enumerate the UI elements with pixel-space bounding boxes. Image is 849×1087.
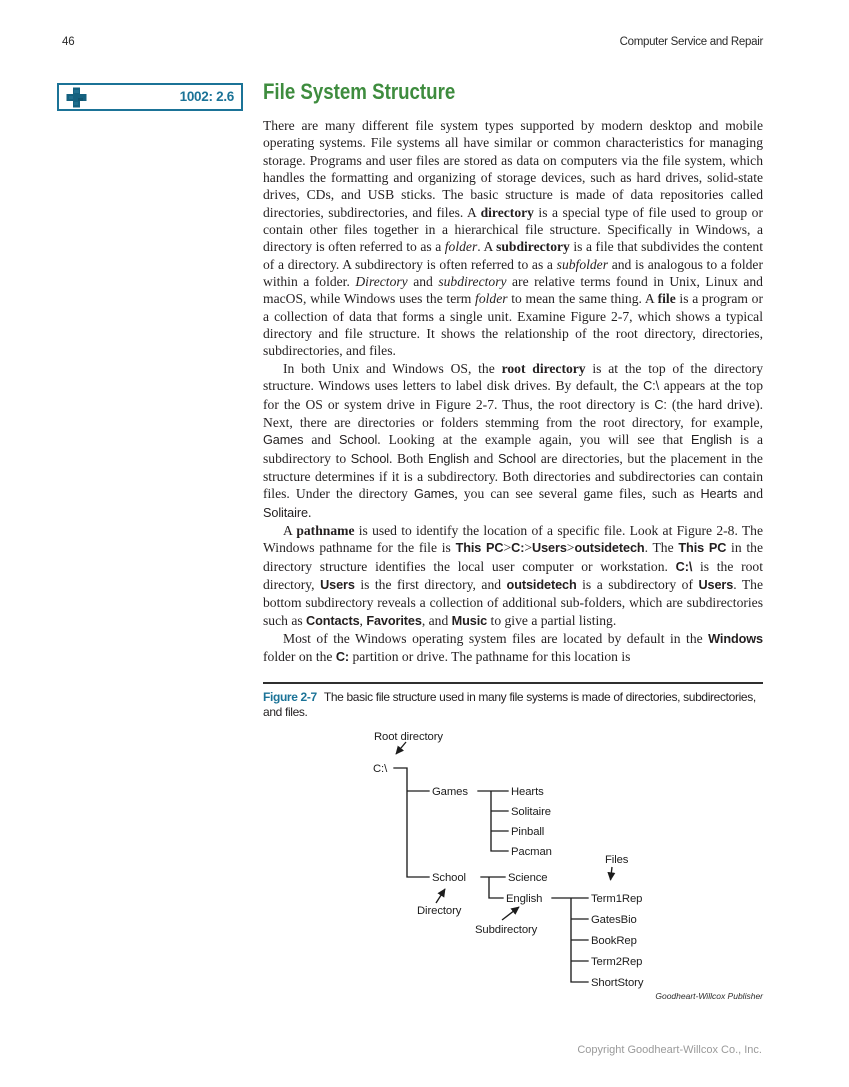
files-arrow — [611, 867, 613, 880]
page-number: 46 — [62, 36, 75, 48]
text-segment: > — [503, 540, 512, 556]
text-segment: and — [407, 274, 439, 290]
node-bookrep: BookRep — [591, 935, 637, 947]
text-segment: file — [657, 291, 676, 307]
annotation-root-directory: Root directory — [374, 731, 443, 743]
text-segment: is the root directory, — [263, 558, 763, 592]
text-segment: are relative terms found in Unix, Linux and macOS, while Windows uses the term — [263, 274, 763, 307]
text-segment: subdirectory — [438, 274, 507, 290]
node-solitaire: Solitaire — [511, 806, 551, 818]
text-segment: School — [350, 451, 389, 466]
node-hearts: Hearts — [511, 786, 544, 798]
text-segment: subfolder — [556, 256, 609, 272]
text-segment: to give a partial listing. — [487, 612, 617, 628]
paragraph — [263, 360, 763, 522]
root-directory-arrow — [396, 742, 406, 754]
text-segment: outsidetech — [506, 577, 577, 592]
text-segment: to mean the same thing. A — [507, 291, 658, 307]
text-segment: Most of the Windows operating system files are located by default in the — [283, 630, 709, 646]
text-segment: . The bottom subdirectory reveals a collection of additional sub-folders, which are subdirectories such as — [263, 576, 764, 628]
text-segment: folder — [444, 239, 478, 255]
text-segment: folder on the — [263, 649, 336, 665]
text-segment: A — [283, 522, 297, 538]
text-segment: is a special type of file used to group or contain other files together in a hierarchical file structure. Specifically in Windows, a directory is often referred to as a — [263, 204, 764, 255]
text-segment: C:\ — [675, 559, 693, 574]
text-segment: C: — [654, 397, 667, 412]
figure-divider-rule — [263, 682, 763, 684]
annotation-files: Files — [605, 854, 629, 866]
node-games: Games — [432, 786, 468, 798]
figure-caption — [263, 690, 763, 720]
text-segment: directory — [480, 204, 534, 220]
paragraph — [263, 630, 763, 667]
text-segment: is the first directory, and — [354, 576, 507, 592]
text-segment: Contacts — [306, 613, 360, 628]
text-segment: > — [524, 540, 533, 556]
text-segment: There are many different file system types supported by modern desktop and mobile operating systems. File systems all have similar or common characteristics for managing storage. Programs and user files are stored as data on computers via the file system, which handles the formatting and organizing of storage devices, such as hard drives, solid-state drives, CDs, and USB sticks. The basic structure is made of data repositories called directories, subdirectories, and files. A — [263, 118, 763, 220]
text-segment: Games — [413, 487, 455, 502]
node-english: English — [506, 893, 543, 905]
text-segment: pathname — [296, 522, 355, 538]
node-school: School — [432, 872, 466, 884]
figure-caption-text: The basic file structure used in many file systems is made of directories, subdirectories, and files. — [263, 690, 756, 719]
text-segment: English — [428, 451, 470, 466]
text-segment: , you can see several game files, such as — [454, 486, 701, 502]
paragraph — [263, 522, 763, 630]
node-root: C:\ — [373, 763, 388, 775]
text-segment: is a program or a collection of data that forms a single unit. Examine Figure 2-7, which shows a typical directory and file structure. It shows the relationship of the root directory, directories, subdirectories, and files. — [263, 291, 763, 359]
text-segment: and is analogous to a folder within a folder. — [263, 256, 763, 290]
article-body — [263, 117, 763, 667]
node-pacman: Pacman — [511, 846, 552, 858]
text-segment: Users — [320, 577, 355, 592]
text-segment: , and — [421, 612, 452, 628]
text-segment: and — [303, 432, 339, 448]
text-segment: English — [691, 433, 732, 448]
text-segment: is used to identify the location of a specific file. Look at Figure 2-8. The Windows pathname for the file is — [263, 522, 763, 556]
text-segment: C: — [335, 650, 350, 665]
text-segment: Hearts — [700, 487, 738, 502]
a-plus-cert-icon — [65, 86, 88, 109]
text-segment: and — [469, 450, 498, 466]
tree-lines — [394, 768, 588, 982]
text-segment: is a file that subdivides the content of a directory. A subdirectory is often referred to as a — [263, 239, 763, 272]
text-segment: . — [307, 504, 312, 520]
text-segment: is a subdirectory of — [576, 576, 699, 592]
text-segment: . A — [477, 239, 497, 255]
directory-tree-diagram — [340, 726, 780, 1006]
running-header-title: Computer Service and Repair — [619, 36, 763, 48]
directory-arrow — [436, 889, 445, 903]
paragraph — [263, 117, 763, 360]
node-science: Science — [508, 872, 548, 884]
text-segment: is a subdirectory to — [263, 432, 763, 466]
text-segment: This PC — [678, 541, 727, 556]
subdirectory-arrow — [502, 907, 519, 920]
text-segment: outsidetech — [574, 541, 645, 556]
text-segment: In both Unix and Windows OS, the — [283, 360, 502, 376]
figure-label: Figure 2-7 — [263, 690, 317, 704]
text-segment: is at the top of the directory structure. Windows uses letters to label disk drives. By default, the — [263, 360, 764, 394]
text-segment: Games — [263, 433, 304, 448]
node-pinball: Pinball — [511, 826, 545, 838]
node-term2rep: Term2Rep — [591, 956, 643, 968]
text-segment: Directory — [355, 274, 408, 290]
section-heading: File System Structure — [263, 79, 456, 104]
text-segment: , — [359, 612, 367, 628]
text-segment: C:\ — [643, 379, 660, 394]
text-segment: folder — [475, 291, 508, 307]
text-segment: This PC — [455, 541, 504, 556]
text-segment: . The — [644, 540, 679, 556]
text-segment: C: — [511, 541, 525, 556]
text-segment: . Looking at the example again, you will see that — [377, 432, 692, 448]
node-gatesbio: GatesBio — [591, 914, 637, 926]
text-segment: Music — [451, 613, 488, 628]
node-shortstory: ShortStory — [591, 977, 644, 989]
text-segment: (the hard drive). Next, there are directories or folders stemming from the root directory, for example, — [263, 396, 763, 430]
page-copyright: Copyright Goodheart-Willcox Co., Inc. — [577, 1044, 762, 1056]
text-segment: in the directory structure identifies the local user computer or workstation. — [263, 540, 763, 574]
text-segment: School — [497, 451, 537, 466]
text-segment: > — [566, 540, 575, 556]
annotation-directory: Directory — [417, 905, 462, 917]
text-segment: School — [339, 433, 378, 448]
figure-attribution: Goodheart-Willcox Publisher — [655, 991, 763, 1001]
text-segment: root directory — [501, 360, 586, 376]
text-segment: Users — [532, 541, 567, 556]
text-segment: Favorites — [366, 613, 422, 628]
annotation-subdirectory: Subdirectory — [475, 924, 538, 936]
objective-code: 1002: 2.6 — [179, 89, 234, 105]
text-segment: subdirectory — [496, 239, 570, 255]
text-segment: Users — [698, 577, 734, 592]
text-segment: partition or drive. The pathname for this location is — [349, 649, 631, 665]
text-segment: are directories, but the placement in the structure determines if it is a subdirectory. Both directories and subdirectories can contain files. Under the directory — [263, 450, 763, 502]
certification-objective-badge — [57, 83, 243, 111]
node-term1rep: Term1Rep — [591, 893, 643, 905]
text-segment: Windows — [708, 631, 763, 646]
text-segment: and — [737, 486, 764, 502]
text-segment: appears at the top for the OS or system drive in Figure 2-7. Thus, the root directory is — [263, 378, 763, 412]
text-segment: Solitaire — [263, 505, 308, 520]
text-segment: . Both — [389, 450, 429, 466]
